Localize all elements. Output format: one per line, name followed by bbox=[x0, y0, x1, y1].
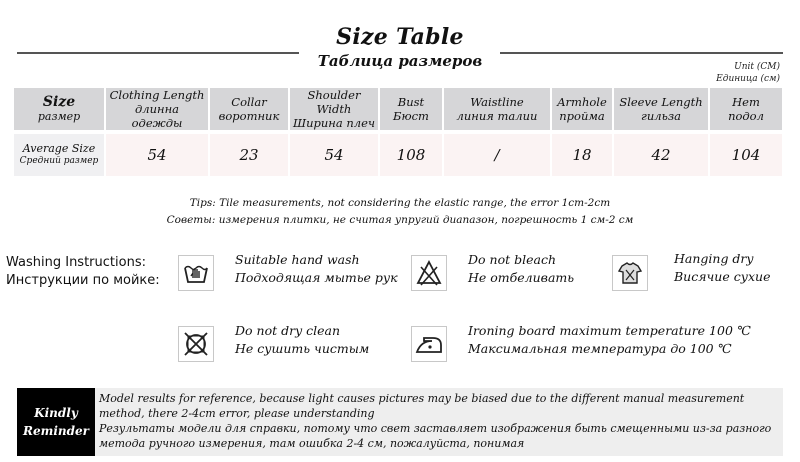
care-label-en: Do not bleach bbox=[468, 252, 556, 267]
cell-collar: 23 bbox=[210, 134, 290, 176]
washing-heading-ru: Инструкции по мойке: bbox=[6, 273, 160, 288]
washing-instructions-heading bbox=[6, 254, 160, 290]
reminder-text-ru: Результаты модели для справки, потому что свет заставляет изображения быть смещенными из-за разного метода ручного измерения, там ошибка 2-4 см, пожалуйста, понимая bbox=[99, 422, 772, 450]
table-row bbox=[14, 134, 784, 176]
column-header-en: Waistline bbox=[470, 95, 524, 109]
column-header-ru: линия талии bbox=[456, 109, 538, 123]
hand-wash-icon bbox=[178, 255, 214, 291]
reminder-text-en: Model results for reference, because light causes pictures may be biased due to the different manual measurement method, there 2-4cm error, please understanding bbox=[99, 392, 745, 420]
row-header bbox=[14, 134, 106, 176]
care-label-en: Do not dry clean bbox=[235, 323, 341, 338]
reminder-text bbox=[99, 391, 779, 451]
no-bleach-icon bbox=[411, 255, 447, 291]
column-header-ru: длинна одежды bbox=[131, 102, 183, 130]
measurement-tips bbox=[0, 195, 800, 229]
column-header-ru: размер bbox=[37, 110, 81, 123]
column-header-ru: Ширина плеч bbox=[292, 116, 376, 130]
column-header-ru: гильза bbox=[641, 109, 681, 123]
hang-dry-icon bbox=[612, 255, 648, 291]
care-label-en: Hanging dry bbox=[674, 251, 754, 266]
reminder-badge-line2: Reminder bbox=[23, 424, 89, 438]
column-header-bust bbox=[380, 88, 444, 130]
care-label bbox=[235, 251, 398, 287]
column-header-ru: подол bbox=[728, 109, 764, 123]
washing-heading-en: Washing Instructions: bbox=[6, 255, 146, 270]
column-header-ru: пройма bbox=[559, 109, 605, 123]
column-header-shoulder-width bbox=[290, 88, 380, 130]
care-label-en: Suitable hand wash bbox=[235, 252, 360, 267]
column-header-size bbox=[14, 88, 106, 130]
care-label-ru: Максимальная температура до 100 ℃ bbox=[468, 341, 732, 356]
column-header-en: Size bbox=[42, 94, 76, 110]
cell-shoulder-width: 54 bbox=[290, 134, 380, 176]
cell-waistline: / bbox=[444, 134, 552, 176]
tips-ru: Советы: измерения плитки, не считая упругий диапазон, погрешность 1 см-2 см bbox=[166, 214, 634, 226]
column-header-waistline bbox=[444, 88, 552, 130]
cell-bust: 108 bbox=[380, 134, 444, 176]
page-title: Size Table bbox=[336, 24, 464, 50]
column-header-collar bbox=[210, 88, 290, 130]
reminder-badge-line1: Kindly bbox=[34, 406, 78, 420]
unit-label bbox=[716, 61, 780, 85]
column-header-clothing-length bbox=[106, 88, 210, 130]
page-title-ru: Таблица размеров bbox=[317, 52, 483, 70]
column-header-en: Sleeve Length bbox=[619, 95, 703, 109]
column-header-en: Hem bbox=[732, 95, 760, 109]
care-label-ru: Не сушить чистым bbox=[235, 341, 370, 356]
row-header-ru: Средний размер bbox=[19, 156, 99, 166]
care-label bbox=[235, 322, 369, 358]
care-label-ru: Висячие сухие bbox=[674, 269, 771, 284]
row-header-en: Average Size bbox=[22, 142, 96, 155]
title-block bbox=[0, 22, 800, 72]
column-header-en: Bust bbox=[397, 95, 425, 109]
column-header-armhole bbox=[552, 88, 614, 130]
column-header-en: Armhole bbox=[557, 95, 607, 109]
column-header-sleeve-length bbox=[614, 88, 710, 130]
column-header-en: Clothing Length bbox=[109, 88, 205, 102]
iron-icon bbox=[411, 326, 447, 362]
unit-label-ru: Единица (см) bbox=[716, 74, 780, 84]
care-label-ru: Подходящая мытье рук bbox=[235, 270, 398, 285]
care-label bbox=[468, 251, 574, 287]
cell-sleeve-length: 42 bbox=[614, 134, 710, 176]
care-label bbox=[674, 250, 770, 286]
cell-clothing-length: 54 bbox=[106, 134, 210, 176]
cell-armhole: 18 bbox=[552, 134, 614, 176]
reminder-badge bbox=[17, 388, 95, 456]
care-label-ru: Не отбеливать bbox=[468, 270, 575, 285]
column-header-hem bbox=[710, 88, 784, 130]
no-dry-clean-icon bbox=[178, 326, 214, 362]
unit-label-en: Unit (CM) bbox=[734, 62, 780, 72]
column-header-en: Collar bbox=[231, 95, 267, 109]
column-header-en: Shoulder Width bbox=[307, 88, 361, 116]
care-label-en: Ironing board maximum temperature 100 ℃ bbox=[468, 323, 751, 338]
care-label bbox=[468, 322, 751, 358]
cell-hem: 104 bbox=[710, 134, 784, 176]
column-header-ru: воротник bbox=[218, 109, 280, 123]
kindly-reminder bbox=[17, 388, 783, 456]
table-header-row bbox=[14, 88, 784, 130]
column-header-ru: Бюст bbox=[393, 109, 429, 123]
size-table bbox=[14, 88, 784, 176]
tips-en: Tips: Tile measurements, not considering the elastic range, the error 1cm-2cm bbox=[189, 197, 611, 209]
